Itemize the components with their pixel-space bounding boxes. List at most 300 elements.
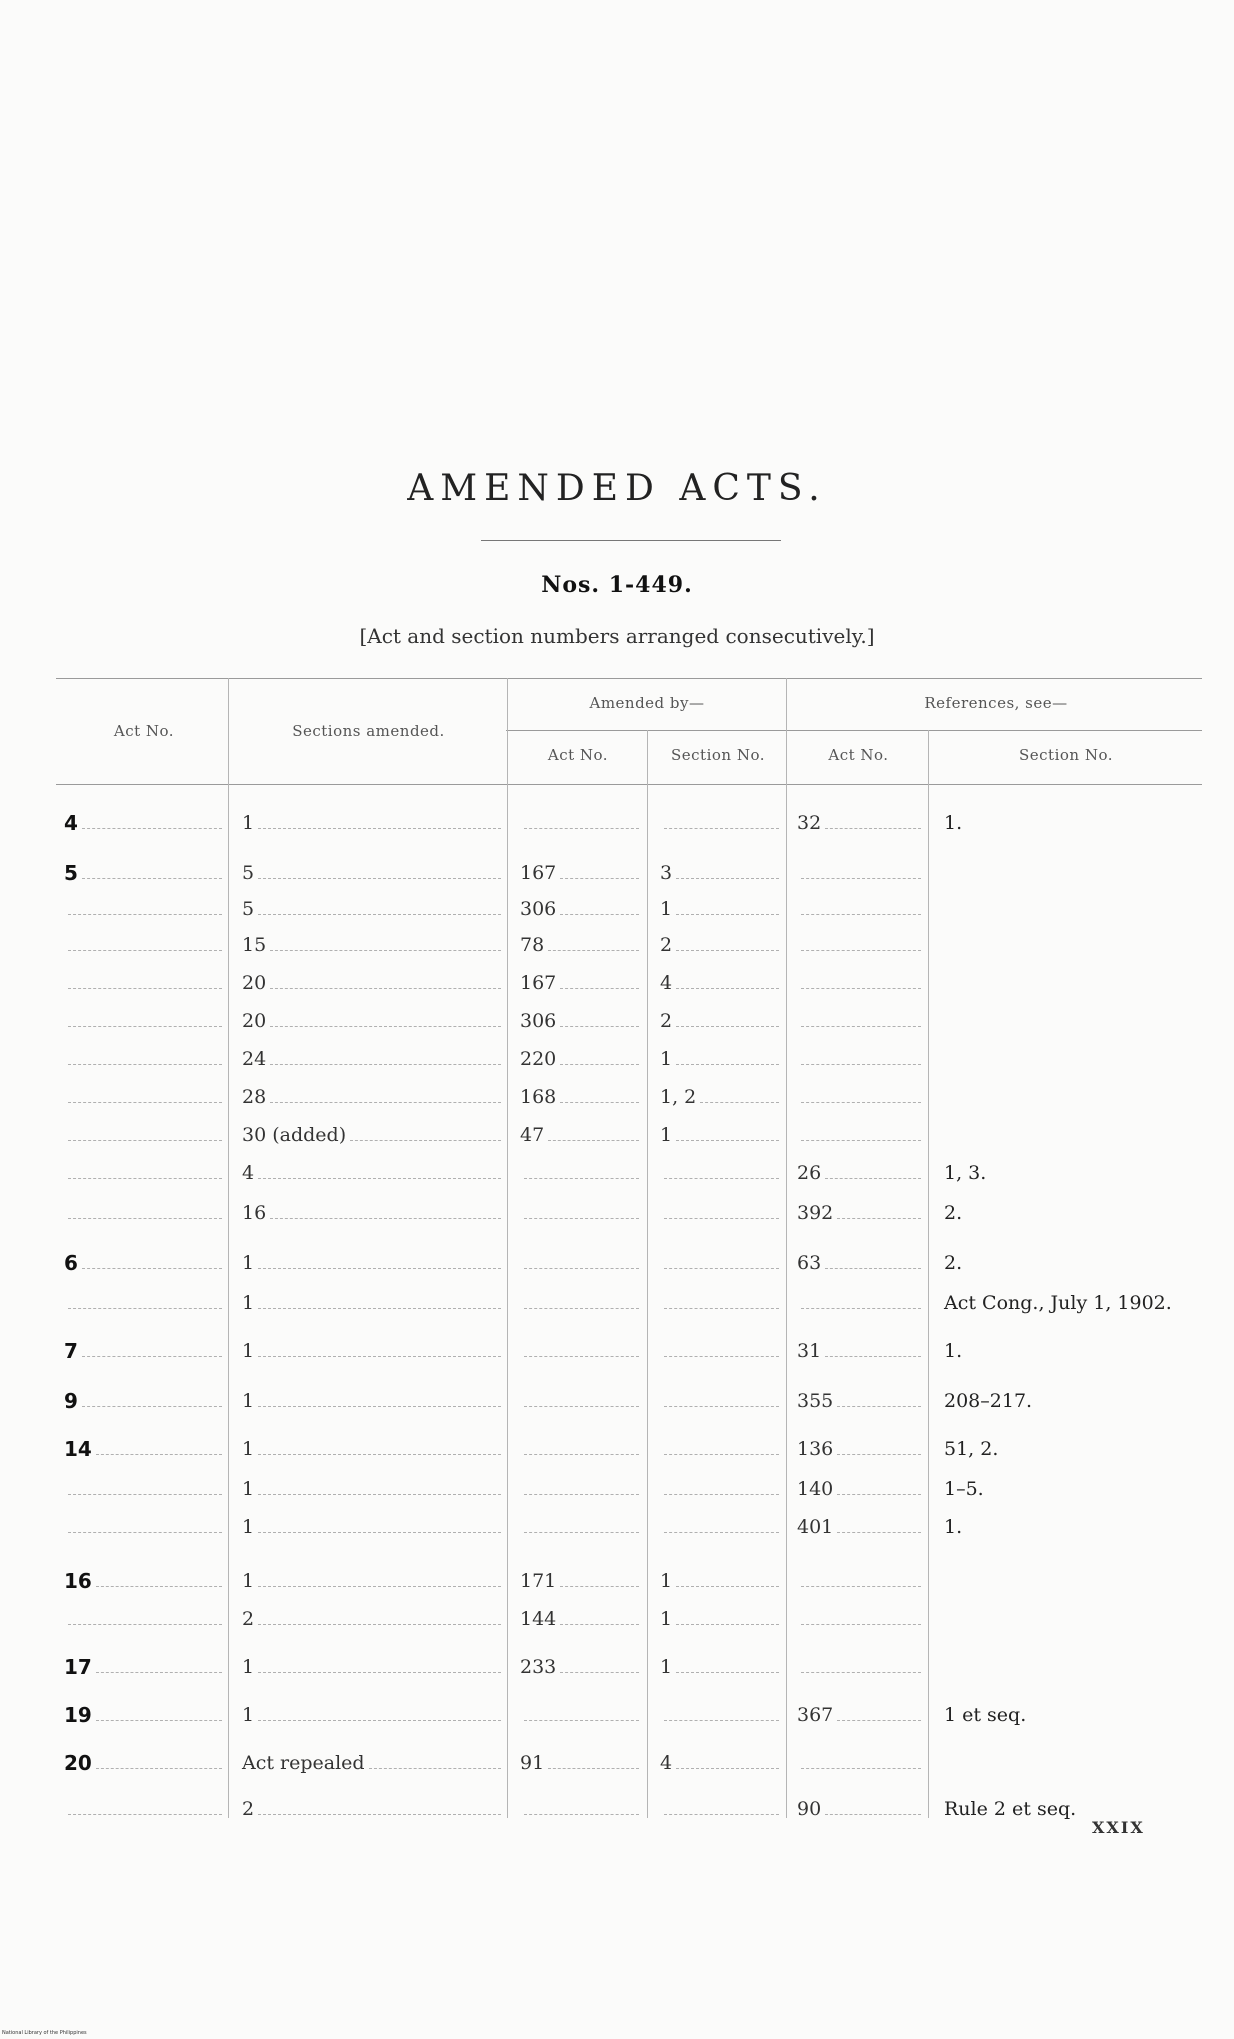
amended-section-no-cell-text: 1	[660, 1656, 673, 1678]
dot-leader	[258, 1406, 501, 1407]
ref-act-no-cell	[797, 1386, 927, 1416]
dot-leader	[524, 828, 639, 829]
act-no-cell	[64, 1604, 228, 1634]
amended-act-no-cell	[520, 1652, 645, 1682]
amended-section-no-cell	[660, 1198, 785, 1228]
dot-leader	[96, 1768, 222, 1769]
section-amended-cell	[242, 858, 507, 888]
dot-leader	[270, 1102, 501, 1103]
ref-act-no-cell-text: 140	[797, 1478, 834, 1500]
ref-act-no-cell	[797, 1566, 927, 1596]
dot-leader	[548, 1140, 639, 1141]
dot-leader	[258, 1454, 501, 1455]
amended-act-no-cell-text: 171	[520, 1570, 557, 1592]
ref-act-no-cell	[797, 1652, 927, 1682]
ref-section-no-cell-text: 1 et seq.	[944, 1704, 1027, 1726]
dot-leader	[664, 1308, 779, 1309]
table-row	[0, 1336, 1234, 1372]
section-amended-cell-text: 1	[242, 1478, 255, 1500]
dot-leader	[560, 1064, 639, 1065]
dot-leader	[676, 1140, 779, 1141]
dot-leader	[664, 828, 779, 829]
dot-leader	[548, 1768, 639, 1769]
table-row	[0, 1794, 1234, 1830]
ref-section-no-cell-text: 1–5.	[944, 1478, 984, 1500]
section-amended-cell	[242, 968, 507, 998]
section-amended-cell	[242, 1566, 507, 1596]
dot-leader	[96, 1720, 222, 1721]
ref-act-no-cell-text: 31	[797, 1340, 822, 1362]
amended-act-no-cell	[520, 1336, 645, 1366]
page-subtitle: Nos. 1-449.	[541, 572, 693, 598]
amended-act-no-cell	[520, 1386, 645, 1416]
amended-section-no-cell-text: 3	[660, 862, 673, 884]
dot-leader	[524, 1268, 639, 1269]
ref-section-no-cell	[944, 1512, 1214, 1542]
ref-section-no-cell	[944, 1474, 1214, 1504]
amended-section-no-cell-text: 4	[660, 972, 673, 994]
act-no-cell	[64, 968, 228, 998]
table-row	[0, 1006, 1234, 1042]
dot-leader	[664, 1532, 779, 1533]
dot-leader	[560, 914, 639, 915]
section-amended-cell	[242, 1748, 507, 1778]
ref-section-no-cell-text: 208–217.	[944, 1390, 1033, 1412]
section-amended-cell	[242, 1006, 507, 1036]
table-row	[0, 1198, 1234, 1234]
amended-section-no-cell-text: 1	[660, 1608, 673, 1630]
dot-leader	[524, 1454, 639, 1455]
ref-section-no-cell	[944, 1386, 1214, 1416]
ref-section-no-cell	[944, 1700, 1214, 1730]
dot-leader	[96, 1454, 222, 1455]
dot-leader	[801, 1768, 921, 1769]
dot-leader	[524, 1406, 639, 1407]
section-amended-cell	[242, 1700, 507, 1730]
dot-leader	[68, 1178, 222, 1179]
ref-act-no-cell-text: 401	[797, 1516, 834, 1538]
table-row	[0, 1386, 1234, 1422]
header-act-no: Act No.	[113, 722, 175, 740]
ref-act-no-cell	[797, 808, 927, 838]
dot-leader	[801, 914, 921, 915]
dot-leader	[68, 1026, 222, 1027]
dot-leader	[664, 1268, 779, 1269]
table-row	[0, 1044, 1234, 1080]
ref-section-no-cell-text: 2.	[944, 1202, 963, 1224]
act-no-cell	[64, 1044, 228, 1074]
dot-leader	[837, 1406, 921, 1407]
amended-act-no-cell	[520, 1604, 645, 1634]
dot-leader	[560, 1624, 639, 1625]
table-row	[0, 1604, 1234, 1640]
dot-leader	[801, 1624, 921, 1625]
dot-leader	[560, 1586, 639, 1587]
dot-leader	[258, 1720, 501, 1721]
ref-section-no-cell-text: 51, 2.	[944, 1438, 999, 1460]
dot-leader	[68, 950, 222, 951]
ref-section-no-cell	[944, 1198, 1214, 1228]
section-amended-cell	[242, 930, 507, 960]
act-no-cell	[64, 930, 228, 960]
section-amended-cell	[242, 1158, 507, 1188]
ref-section-no-cell-text: 1.	[944, 1340, 963, 1362]
ref-section-no-cell-text: Rule 2 et seq.	[944, 1798, 1077, 1820]
table-row	[0, 1652, 1234, 1688]
act-no-cell	[64, 1512, 228, 1542]
section-amended-cell	[242, 1512, 507, 1542]
dot-leader	[825, 1178, 921, 1179]
dot-leader	[837, 1218, 921, 1219]
header-ref-section-no: Section No.	[1019, 746, 1113, 764]
amended-act-no-cell	[520, 1248, 645, 1278]
dot-leader	[837, 1532, 921, 1533]
header-ref-act-no: Act No.	[828, 746, 889, 764]
amended-act-no-cell	[520, 1044, 645, 1074]
dot-leader	[96, 1672, 222, 1673]
section-amended-cell-text: 5	[242, 898, 255, 920]
section-amended-cell-text: 1	[242, 1292, 255, 1314]
table-row	[0, 808, 1234, 844]
dot-leader	[524, 1532, 639, 1533]
dot-leader	[676, 1624, 779, 1625]
header-amended-act-no: Act No.	[547, 746, 609, 764]
table-row	[0, 1120, 1234, 1156]
amended-section-no-cell	[660, 1604, 785, 1634]
dot-leader	[270, 1026, 501, 1027]
amended-section-no-cell	[660, 1474, 785, 1504]
title-rule	[481, 540, 781, 541]
section-amended-cell	[242, 1652, 507, 1682]
header-amended-by: Amended by—	[589, 694, 705, 712]
section-amended-cell	[242, 1794, 507, 1824]
act-no-cell-text: 20	[64, 1751, 92, 1775]
page-number: XXIX	[1092, 1818, 1145, 1837]
amended-section-no-cell	[660, 808, 785, 838]
act-no-cell-text: 5	[64, 861, 78, 885]
table-row	[0, 1512, 1234, 1548]
dot-leader	[560, 1026, 639, 1027]
table-row	[0, 1474, 1234, 1510]
amended-act-no-cell	[520, 1158, 645, 1188]
ref-act-no-cell	[797, 1158, 927, 1188]
dot-leader	[524, 1178, 639, 1179]
dot-leader	[548, 950, 639, 951]
amended-act-no-cell-text: 306	[520, 898, 557, 920]
section-amended-cell-text: 2	[242, 1608, 255, 1630]
dot-leader	[676, 1586, 779, 1587]
dot-leader	[664, 1406, 779, 1407]
amended-act-no-cell-text: 233	[520, 1656, 557, 1678]
dot-leader	[560, 1672, 639, 1673]
ref-act-no-cell	[797, 1434, 927, 1464]
ref-act-no-cell	[797, 1288, 927, 1318]
act-no-cell	[64, 808, 228, 838]
section-amended-cell	[242, 1248, 507, 1278]
amended-section-no-cell	[660, 858, 785, 888]
ref-section-no-cell	[944, 1082, 1214, 1112]
amended-act-no-cell-text: 168	[520, 1086, 557, 1108]
dot-leader	[524, 1308, 639, 1309]
section-amended-cell-text: 5	[242, 862, 255, 884]
dot-leader	[68, 1218, 222, 1219]
dot-leader	[258, 1672, 501, 1673]
act-no-cell	[64, 1794, 228, 1824]
section-amended-cell-text: 1	[242, 1340, 255, 1362]
ref-act-no-cell-text: 392	[797, 1202, 834, 1224]
dot-leader	[801, 950, 921, 951]
ref-act-no-cell	[797, 1336, 927, 1366]
dot-leader	[837, 1494, 921, 1495]
table-row	[0, 858, 1234, 894]
amended-act-no-cell	[520, 968, 645, 998]
dot-leader	[258, 914, 501, 915]
ref-section-no-cell	[944, 1336, 1214, 1366]
dot-leader	[258, 1624, 501, 1625]
amended-act-no-cell	[520, 1700, 645, 1730]
dot-leader	[676, 878, 779, 879]
dot-leader	[676, 988, 779, 989]
amended-section-no-cell	[660, 1120, 785, 1150]
dot-leader	[676, 1026, 779, 1027]
dot-leader	[801, 1140, 921, 1141]
dot-leader	[68, 1308, 222, 1309]
ref-section-no-cell	[944, 1158, 1214, 1188]
dot-leader	[524, 1494, 639, 1495]
dot-leader	[700, 1102, 779, 1103]
section-amended-cell-text: 1	[242, 1656, 255, 1678]
ref-section-no-cell	[944, 1288, 1214, 1318]
table-row	[0, 968, 1234, 1004]
section-amended-cell	[242, 1474, 507, 1504]
amended-section-no-cell-text: 2	[660, 934, 673, 956]
amended-section-no-cell	[660, 1248, 785, 1278]
ref-act-no-cell	[797, 1794, 927, 1824]
dot-leader	[664, 1218, 779, 1219]
section-amended-cell-text: 30 (added)	[242, 1124, 347, 1146]
dot-leader	[270, 950, 501, 951]
amended-act-no-cell	[520, 1434, 645, 1464]
dot-leader	[801, 1064, 921, 1065]
dot-leader	[68, 914, 222, 915]
dot-leader	[676, 1064, 779, 1065]
arrangement-note: [Act and section numbers arranged consecutively.]	[359, 624, 875, 648]
act-no-cell	[64, 1006, 228, 1036]
ref-section-no-cell-text: 1, 3.	[944, 1162, 987, 1184]
dot-leader	[524, 1218, 639, 1219]
act-no-cell-text: 16	[64, 1569, 92, 1593]
dot-leader	[258, 878, 501, 879]
dot-leader	[68, 1532, 222, 1533]
act-no-cell-text: 9	[64, 1389, 78, 1413]
dot-leader	[96, 1586, 222, 1587]
ref-act-no-cell-text: 367	[797, 1704, 834, 1726]
amended-act-no-cell-text: 167	[520, 862, 557, 884]
dot-leader	[258, 1814, 501, 1815]
amended-act-no-cell	[520, 1120, 645, 1150]
table-row	[0, 1082, 1234, 1118]
amended-section-no-cell	[660, 968, 785, 998]
dot-leader	[270, 988, 501, 989]
amended-act-no-cell-text: 220	[520, 1048, 557, 1070]
dot-leader	[68, 1140, 222, 1141]
section-amended-cell	[242, 1336, 507, 1366]
ref-act-no-cell	[797, 1006, 927, 1036]
dot-leader	[664, 1454, 779, 1455]
section-amended-cell	[242, 1434, 507, 1464]
ref-act-no-cell	[797, 1604, 927, 1634]
dot-leader	[270, 1064, 501, 1065]
dot-leader	[664, 1720, 779, 1721]
ref-act-no-cell	[797, 1248, 927, 1278]
dot-leader	[676, 914, 779, 915]
header-mid-rule	[506, 730, 1202, 731]
amended-act-no-cell	[520, 1082, 645, 1112]
ref-act-no-cell	[797, 1474, 927, 1504]
ref-section-no-cell	[944, 1248, 1214, 1278]
amended-act-no-cell	[520, 1794, 645, 1824]
ref-act-no-cell	[797, 968, 927, 998]
table-row	[0, 1434, 1234, 1470]
section-amended-cell-text: 1	[242, 812, 255, 834]
section-amended-cell	[242, 1082, 507, 1112]
ref-section-no-cell	[944, 858, 1214, 888]
ref-act-no-cell	[797, 1044, 927, 1074]
table-row	[0, 930, 1234, 966]
section-amended-cell-text: 1	[242, 1252, 255, 1274]
ref-section-no-cell	[944, 930, 1214, 960]
ref-act-no-cell-text: 90	[797, 1798, 822, 1820]
dot-leader	[524, 1356, 639, 1357]
act-no-cell	[64, 1336, 228, 1366]
dot-leader	[258, 1268, 501, 1269]
amended-section-no-cell-text: 1	[660, 1570, 673, 1592]
ref-section-no-cell	[944, 1794, 1214, 1824]
section-amended-cell-text: 24	[242, 1048, 267, 1070]
dot-leader	[664, 1356, 779, 1357]
amended-section-no-cell	[660, 894, 785, 924]
ref-section-no-cell	[944, 1006, 1214, 1036]
dot-leader	[676, 1768, 779, 1769]
table-row	[0, 1158, 1234, 1194]
ref-act-no-cell	[797, 1082, 927, 1112]
section-amended-cell	[242, 1386, 507, 1416]
amended-act-no-cell-text: 78	[520, 934, 545, 956]
act-no-cell	[64, 1248, 228, 1278]
act-no-cell	[64, 1474, 228, 1504]
ref-section-no-cell	[944, 1604, 1214, 1634]
section-amended-cell	[242, 1288, 507, 1318]
section-amended-cell-text: 1	[242, 1438, 255, 1460]
act-no-cell	[64, 1700, 228, 1730]
act-no-cell	[64, 1652, 228, 1682]
ref-section-no-cell-text: Act Cong., July 1, 1902.	[944, 1292, 1172, 1314]
act-no-cell	[64, 1198, 228, 1228]
dot-leader	[68, 1064, 222, 1065]
ref-act-no-cell	[797, 858, 927, 888]
ref-act-no-cell-text: 26	[797, 1162, 822, 1184]
amended-section-no-cell	[660, 1794, 785, 1824]
section-amended-cell-text: 1	[242, 1570, 255, 1592]
dot-leader	[801, 988, 921, 989]
table-row	[0, 894, 1234, 930]
act-no-cell-text: 17	[64, 1655, 92, 1679]
amended-section-no-cell	[660, 1434, 785, 1464]
section-amended-cell-text: 15	[242, 934, 267, 956]
dot-leader	[801, 1308, 921, 1309]
dot-leader	[664, 1814, 779, 1815]
section-amended-cell	[242, 1604, 507, 1634]
ref-act-no-cell	[797, 1120, 927, 1150]
amended-act-no-cell-text: 144	[520, 1608, 557, 1630]
act-no-cell-text: 14	[64, 1437, 92, 1461]
amended-act-no-cell	[520, 1748, 645, 1778]
dot-leader	[258, 1356, 501, 1357]
amended-act-no-cell	[520, 930, 645, 960]
dot-leader	[825, 828, 921, 829]
dot-leader	[68, 1814, 222, 1815]
dot-leader	[270, 1218, 501, 1219]
dot-leader	[68, 1624, 222, 1625]
amended-act-no-cell	[520, 1566, 645, 1596]
ref-section-no-cell	[944, 1566, 1214, 1596]
dot-leader	[825, 1356, 921, 1357]
amended-section-no-cell-text: 1	[660, 1048, 673, 1070]
dot-leader	[676, 950, 779, 951]
ref-section-no-cell-text: 2.	[944, 1252, 963, 1274]
ref-act-no-cell-text: 136	[797, 1438, 834, 1460]
dot-leader	[350, 1140, 501, 1141]
ref-section-no-cell	[944, 1434, 1214, 1464]
ref-section-no-cell	[944, 1044, 1214, 1074]
amended-act-no-cell	[520, 858, 645, 888]
dot-leader	[68, 1102, 222, 1103]
dot-leader	[258, 1494, 501, 1495]
ref-section-no-cell	[944, 968, 1214, 998]
table-row	[0, 1288, 1234, 1324]
ref-act-no-cell	[797, 1198, 927, 1228]
dot-leader	[68, 988, 222, 989]
amended-act-no-cell	[520, 1006, 645, 1036]
ref-act-no-cell	[797, 1700, 927, 1730]
amended-section-no-cell	[660, 1512, 785, 1542]
table-row	[0, 1248, 1234, 1284]
act-no-cell	[64, 1082, 228, 1112]
amended-section-no-cell	[660, 1700, 785, 1730]
ref-section-no-cell	[944, 1120, 1214, 1150]
act-no-cell	[64, 1288, 228, 1318]
act-no-cell-text: 19	[64, 1703, 92, 1727]
amended-act-no-cell	[520, 1474, 645, 1504]
dot-leader	[524, 1814, 639, 1815]
header-sections-amended: Sections amended.	[292, 722, 445, 740]
ref-section-no-cell	[944, 894, 1214, 924]
dot-leader	[801, 1586, 921, 1587]
act-no-cell	[64, 1386, 228, 1416]
dot-leader	[801, 878, 921, 879]
dot-leader	[664, 1178, 779, 1179]
dot-leader	[82, 1356, 222, 1357]
ref-section-no-cell	[944, 1652, 1214, 1682]
dot-leader	[258, 1532, 501, 1533]
amended-act-no-cell	[520, 894, 645, 924]
table-row	[0, 1700, 1234, 1736]
ref-act-no-cell-text: 355	[797, 1390, 834, 1412]
ref-act-no-cell	[797, 1748, 927, 1778]
dot-leader	[837, 1454, 921, 1455]
section-amended-cell-text: 4	[242, 1162, 255, 1184]
amended-section-no-cell-text: 4	[660, 1752, 673, 1774]
